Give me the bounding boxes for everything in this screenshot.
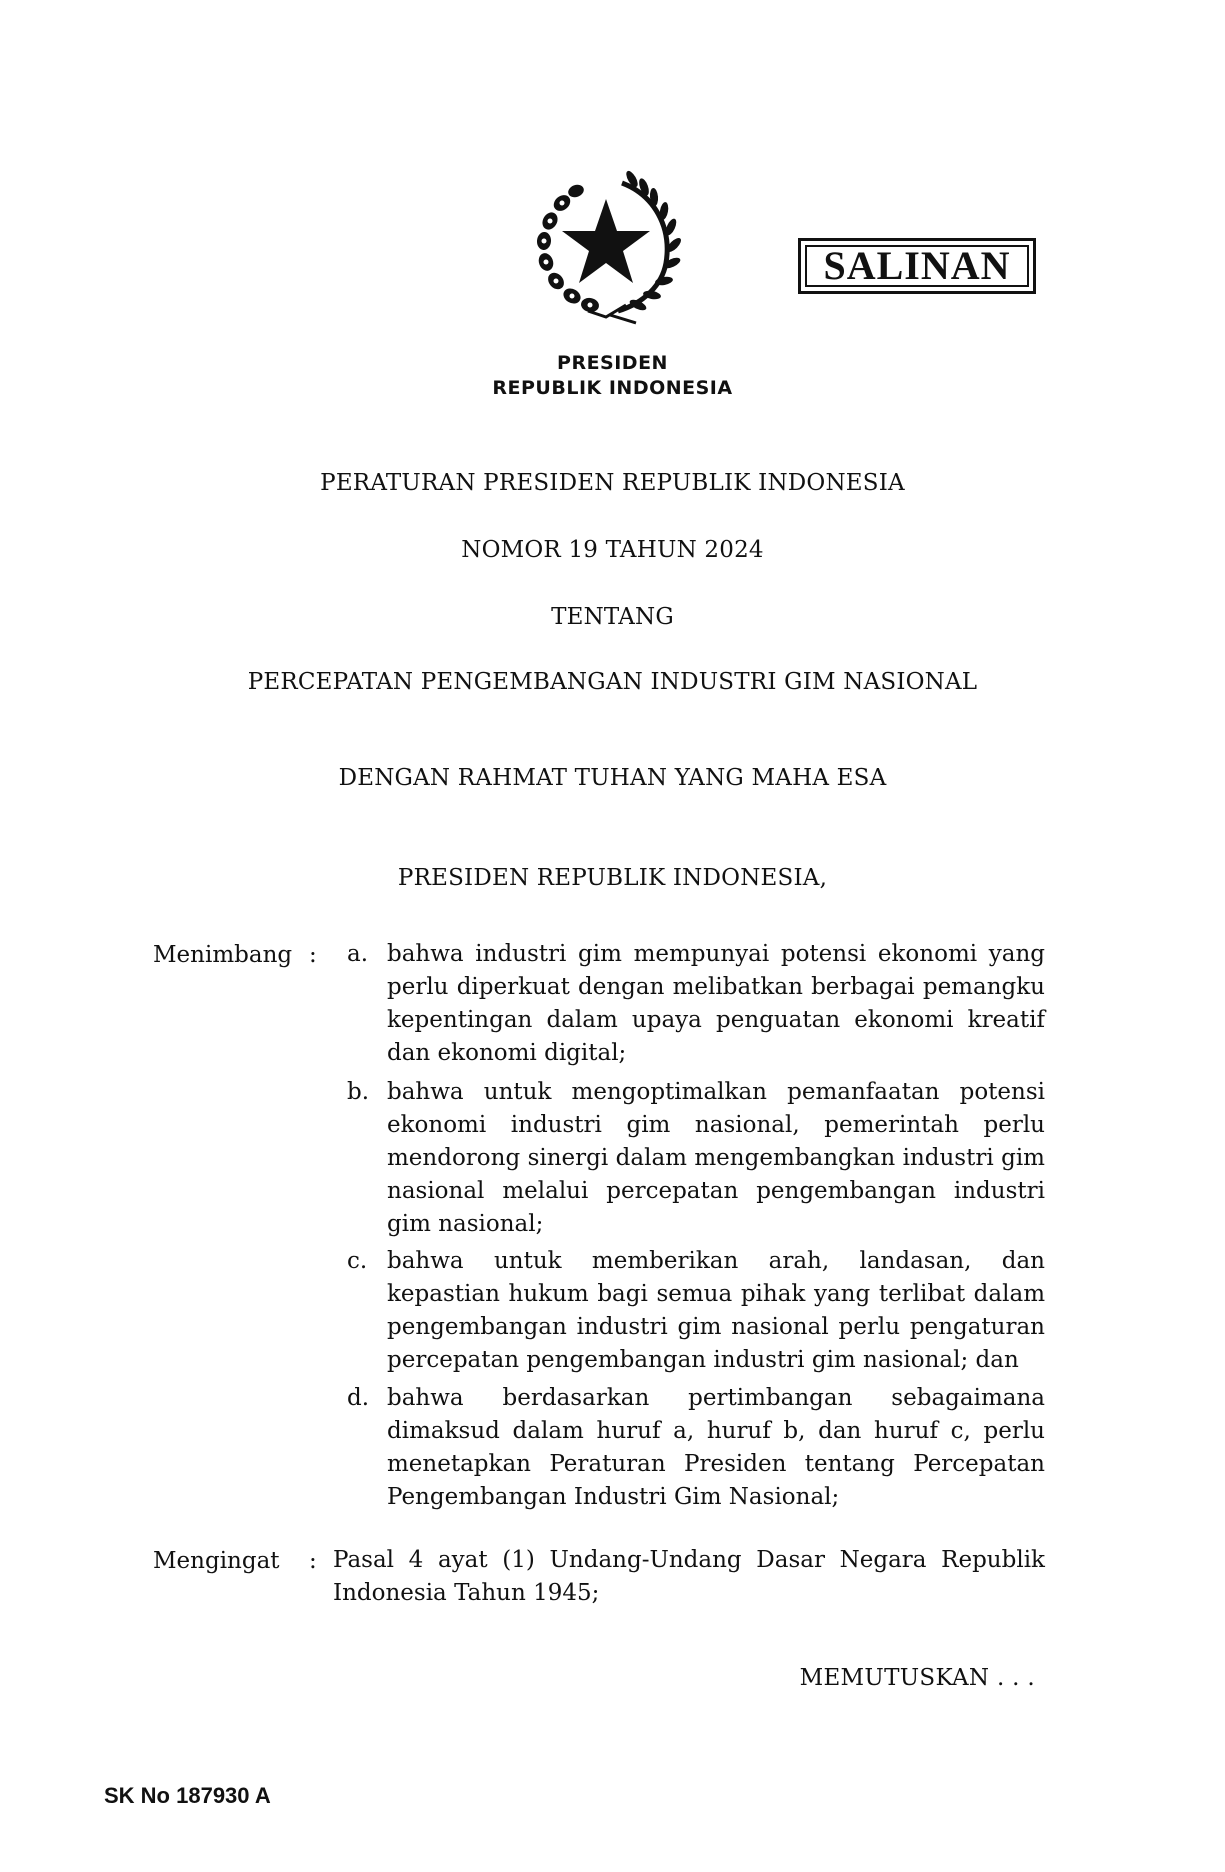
copy-stamp [798, 238, 1036, 294]
regulation-about: TENTANG [551, 604, 674, 630]
consideration-letter-a: a. [347, 941, 369, 967]
menimbang-label: Menimbang [153, 942, 293, 968]
copy-stamp-label: SALINAN [823, 243, 1011, 288]
invocation: DENGAN RAHMAT TUHAN YANG MAHA ESA [338, 765, 887, 791]
mengingat-colon: : [309, 1548, 317, 1574]
menimbang-colon: : [309, 942, 317, 968]
regulation-subject: PERCEPATAN PENGEMBANGAN INDUSTRI GIM NASIONAL [247, 669, 978, 695]
office-title-line2: REPUBLIK INDONESIA [492, 377, 733, 399]
legal-basis: Pasal 4 ayat (1) Undang-Undang Dasar Negara Republik Indonesia Tahun 1945; [333, 1547, 1045, 1606]
consideration-c: bahwa untuk memberikan arah, landasan, dan kepastian hukum bagi semua pihak yang terlibat dalam pengembangan industri gim nasional perlu pengaturan percepatan pengembangan industri gim nasional; dan [387, 1248, 1045, 1373]
consideration-a: bahwa industri gim mempunyai potensi ekonomi yang perlu diperkuat dengan melibatkan berbagai pemangku kepentingan dalam upaya penguatan ekonomi kreatif dan ekonomi digital; [387, 941, 1045, 1066]
consideration-letter-b: b. [347, 1079, 370, 1105]
regulation-number: NOMOR 19 TAHUN 2024 [461, 537, 764, 563]
consideration-d: bahwa berdasarkan pertimbangan sebagaimana dimaksud dalam huruf a, huruf b, dan huruf c, perlu menetapkan Peraturan Presiden tentang Percepatan Pengembangan Industri Gim Nasional; [387, 1385, 1045, 1510]
mengingat-label: Mengingat [153, 1548, 280, 1574]
next-page-catchword: MEMUTUSKAN . . . [799, 1665, 1035, 1691]
garuda-star-emblem-icon [526, 165, 686, 325]
sk-number: SK No 187930 A [104, 1783, 271, 1808]
consideration-letter-c: c. [347, 1248, 368, 1274]
consideration-b: bahwa untuk mengoptimalkan pemanfaatan potensi ekonomi industri gim nasional, pemerintah perlu mendorong sinergi dalam mengembangkan industri gim nasional melalui percepatan pengembangan industri gim nasional; [387, 1079, 1045, 1237]
consideration-letter-d: d. [347, 1385, 370, 1411]
issuer: PRESIDEN REPUBLIK INDONESIA, [397, 865, 828, 891]
regulation-title: PERATURAN PRESIDEN REPUBLIK INDONESIA [320, 470, 905, 496]
office-title-line1: PRESIDEN [557, 352, 668, 374]
